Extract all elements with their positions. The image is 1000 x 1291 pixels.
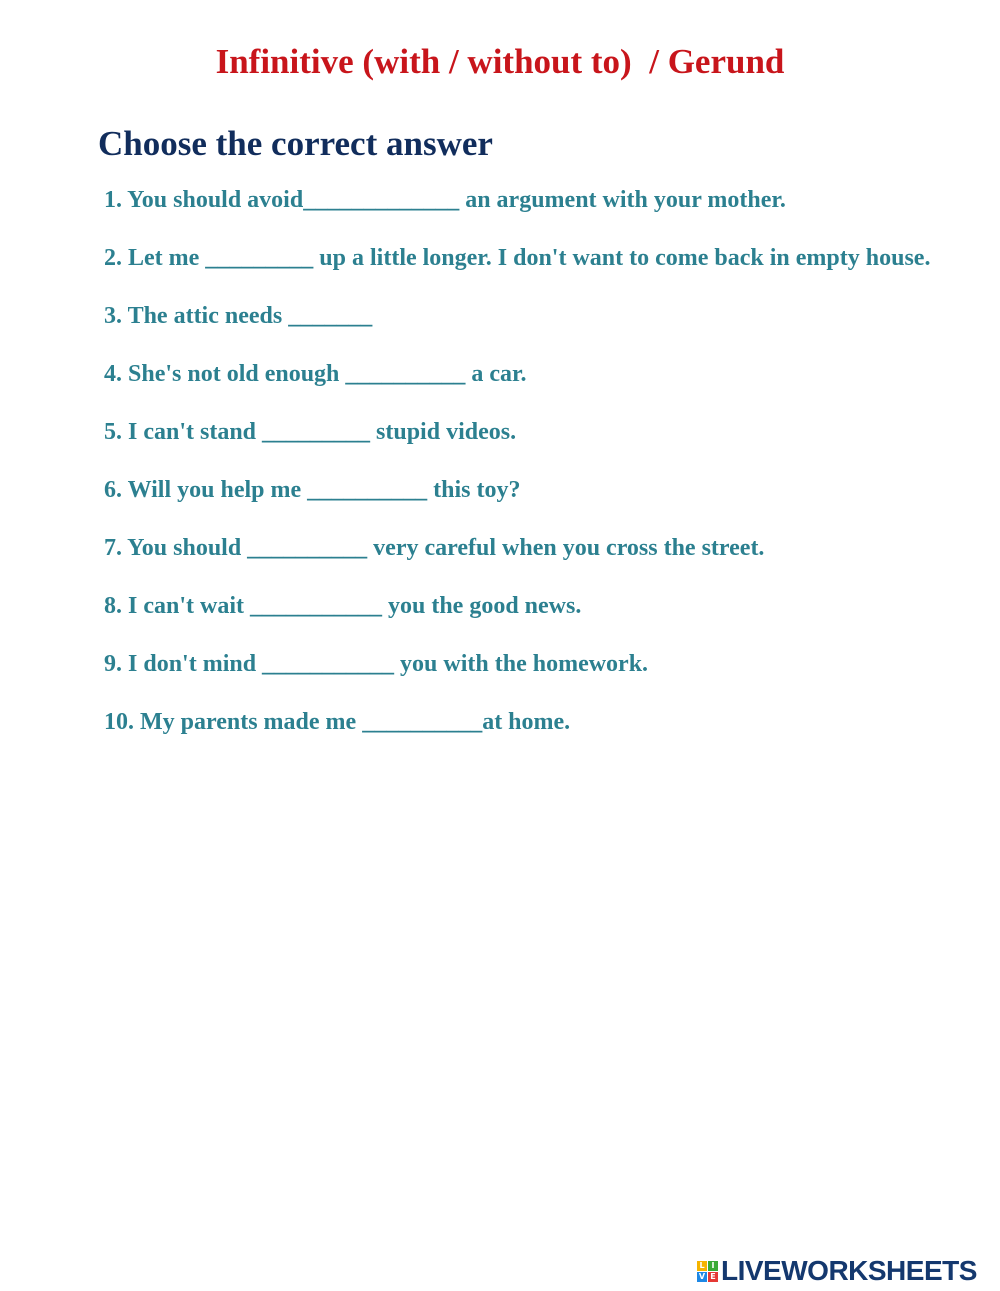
question-2: 2. Let me _________ up a little longer. I don't want to come back in empty house. (104, 245, 931, 271)
question-list (104, 186, 944, 766)
question-8: 8. I can't wait ___________ you the good news. (104, 593, 582, 619)
logo-text: LIVEWORKSHEETS (721, 1255, 977, 1286)
logo-mark-cell: V (698, 1271, 706, 1281)
liveworksheets-logo (697, 1254, 977, 1288)
question-6: 6. Will you help me __________ this toy? (104, 477, 521, 503)
worksheet-title: Infinitive (with / without to) / Gerund (215, 42, 785, 81)
logo-mark-icon (697, 1261, 718, 1282)
question-1: 1. You should avoid_____________ an argument with your mother. (104, 187, 786, 213)
question-9: 9. I don't mind ___________ you with the homework. (104, 651, 649, 677)
logo-mark-cell: E (708, 1272, 718, 1282)
logo-mark-cell: L (697, 1261, 707, 1271)
question-4: 4. She's not old enough __________ a car. (104, 361, 527, 387)
question-10: 10. My parents made me __________at home. (104, 709, 571, 735)
instructions-heading: Choose the correct answer (98, 124, 493, 163)
question-3: 3. The attic needs _______ (104, 303, 373, 329)
logo-mark-cell: I (708, 1261, 718, 1271)
question-7: 7. You should __________ very careful when you cross the street. (104, 535, 765, 561)
question-5: 5. I can't stand _________ stupid videos. (104, 419, 517, 445)
